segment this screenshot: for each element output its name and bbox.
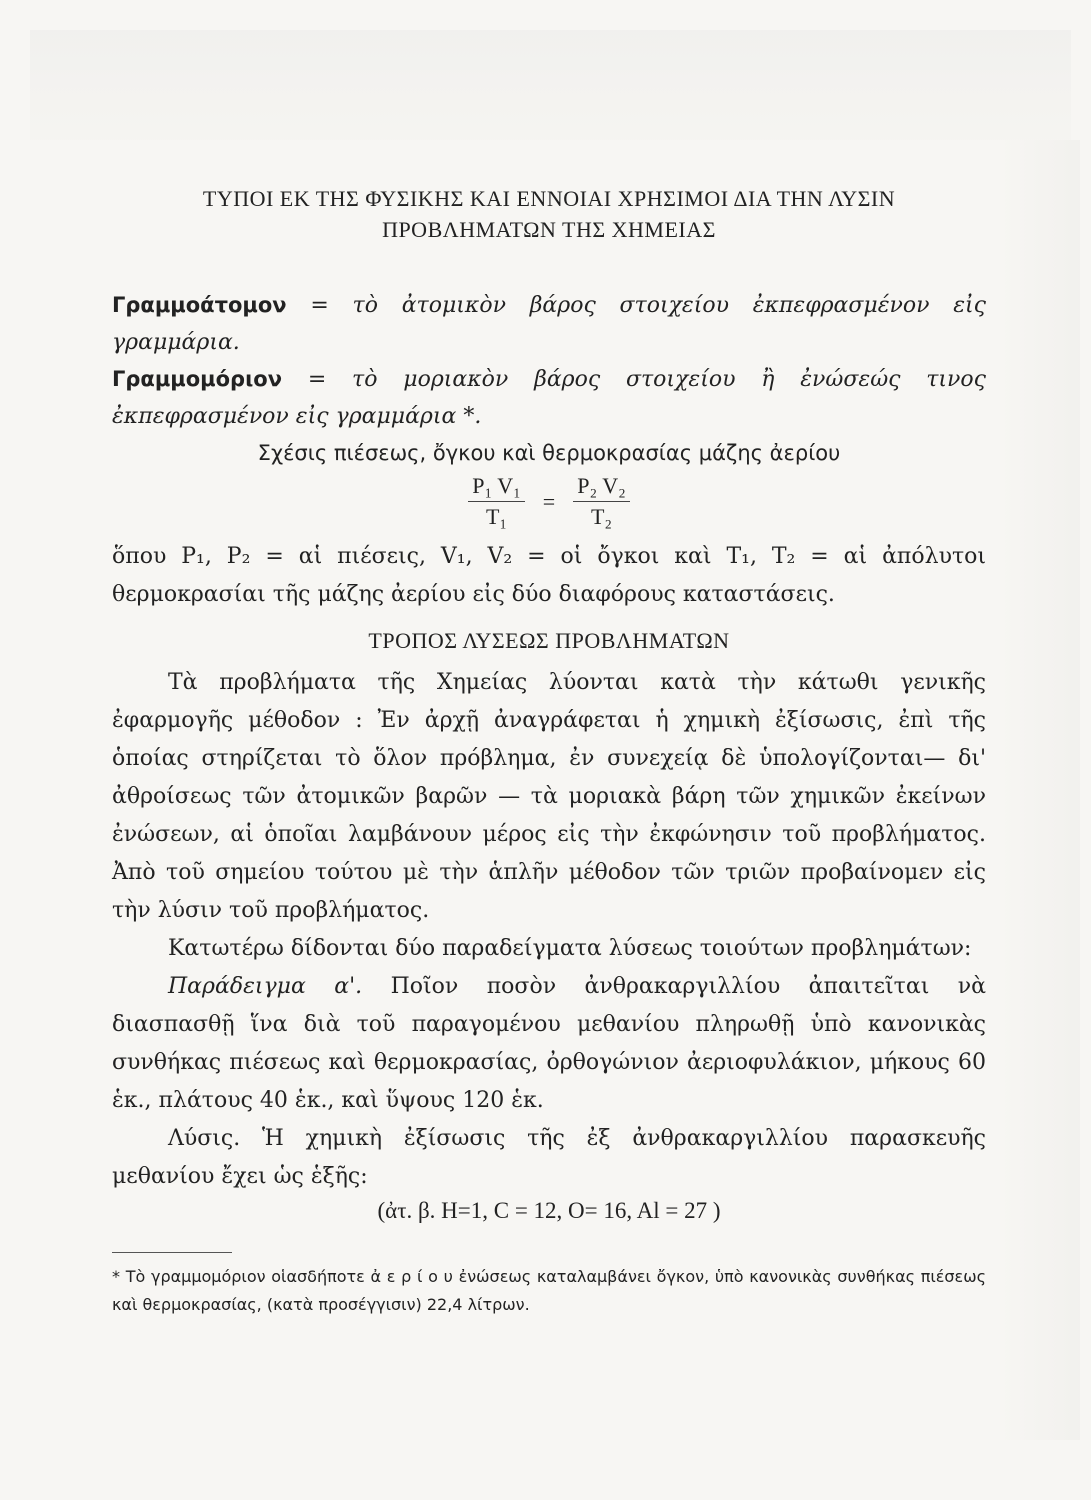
term-gram-molecule: Γραμμομόριον (112, 367, 282, 391)
section-heading: ΤΡΟΠΟΣ ΛΥΣΕΩΣ ΠΡΟΒΛΗΜΑΤΩΝ (368, 628, 730, 653)
gas-law-title: Σχέσις πιέσεως, ὄγκου καὶ θερμοκρασίας μάζης ἀερίου (257, 441, 841, 465)
gas-law-explanation: ὅπου P₁, P₂ = αἱ πιέσεις, V₁, V₂ = οἱ ὄγκοι καὶ T₁, T₂ = αἱ ἀπόλυτοι θερμοκρασίαι τῆς μάζης ἀερίου εἰς δύο διαφόρους καταστάσεις. (112, 544, 986, 607)
page-content (112, 180, 986, 1319)
footnote-rule (112, 1252, 232, 1253)
right-fraction (573, 473, 630, 530)
definition-gram-molecule-text: = τὸ μοριακὸν βάρος στοιχείου ἢ ἐνώσεώς τινος ἐκπεφρασμένον εἰς γραμμάρια *. (112, 367, 986, 429)
solution-paragraph: Λύσις. Ἡ χημικὴ ἐξίσωσις τῆς ἐξ ἀνθρακαργιλλίου παρασκευῆς μεθανίου ἔχει ὡς ἑξῆς: (112, 1126, 986, 1189)
atomic-weights: (ἀτ. β. H=1, C = 12, O= 16, Al = 27 ) (377, 1198, 721, 1223)
example-a-text: Ποῖον ποσὸν ἀνθρακαργιλλίου ἀπαιτεῖται νὰ διασπασθῇ ἵνα διὰ τοῦ παραγομένου μεθανίου πληρωθῇ ὑπὸ κανονικὰς συνθήκας πιέσεως καὶ θερμοκρασίας, ὀρθογώνιον ἀεριοφυλάκιον, μήκους 60 ἑκ., πλάτους 40 ἑκ., καὶ ὕψους 120 ἑκ. (112, 974, 986, 1113)
equals-sign: = (542, 488, 556, 514)
definition-gram-atom (112, 287, 986, 361)
method-paragraph: Τὰ προβλήματα τῆς Χημείας λύονται κατὰ τὴν κάτωθι γενικῆς ἐφαρμογῆς μέθοδον : Ἐν ἀρχῇ ἀναγράφεται ἡ χημικὴ ἐξίσωσις, ἐπὶ τῆς ὁποίας στηρίζεται τὸ ὅλον πρόβλημα, ἐν συνεχείᾳ δὲ ὑπολογίζονται— δι' ἀθροίσεως τῶν ἀτομικῶν βαρῶν — τὰ μοριακὰ βάρη τῶν χημικῶν ἐκείνων ἐνώσεων, αἱ ὁποῖαι λαμβάνουν μέρος εἰς τὴν ἐκφώνησιν τοῦ προβλήματος. Ἀπὸ τοῦ σημείου τούτου μὲ τὴν ἁπλῆν μέθοδον τῶν τριῶν προβαίνομεν εἰς τὴν λύσιν τοῦ προβλήματος. (112, 670, 986, 923)
definition-gram-atom-text: = τὸ ἀτομικὸν βάρος στοιχείου ἐκπεφρασμένον εἰς γραμμάρια. (112, 293, 986, 355)
page-edge-shadow (1000, 140, 1080, 1440)
footnote: * Τὸ γραμμομόριον οἱασδήποτε ἀ ε ρ ί ο υ ἐνώσεως καταλαμβάνει ὄγκον, ὑπὸ κανονικὰς συνθήκας πιέσεως καὶ θερμοκρασίας, (κατὰ προσέγγισιν) 22,4 λίτρων. (112, 1267, 986, 1314)
bleed-through-shadow (30, 30, 1071, 140)
gas-law-formula (112, 473, 986, 530)
example-a (112, 968, 986, 1120)
right-numerator: P₂ V₂ (573, 473, 630, 502)
definition-gram-molecule (112, 361, 986, 435)
chapter-heading-line-1: ΤΥΠΟΙ ΕΚ ΤΗΣ ΦΥΣΙΚΗΣ ΚΑΙ ΕΝΝΟΙΑΙ ΧΡΗΣΙΜΟΙ ΔΙΑ ΤΗΝ ΛΥΣΙΝ (202, 186, 896, 211)
term-gram-atom: Γραμμοάτομον (112, 293, 287, 317)
example-a-label: Παράδειγμα α'. (168, 974, 363, 999)
left-numerator: P₁ V₁ (468, 473, 525, 502)
examples-intro: Κατωτέρω δίδονται δύο παραδείγματα λύσεως τοιούτων προβλημάτων: (168, 936, 972, 961)
right-denominator: T₂ (590, 504, 613, 529)
chapter-heading-line-2: ΠΡΟΒΛΗΜΑΤΩΝ ΤΗΣ ΧΗΜΕΙΑΣ (382, 217, 716, 242)
left-fraction (468, 473, 525, 530)
left-denominator: T₁ (485, 504, 508, 529)
